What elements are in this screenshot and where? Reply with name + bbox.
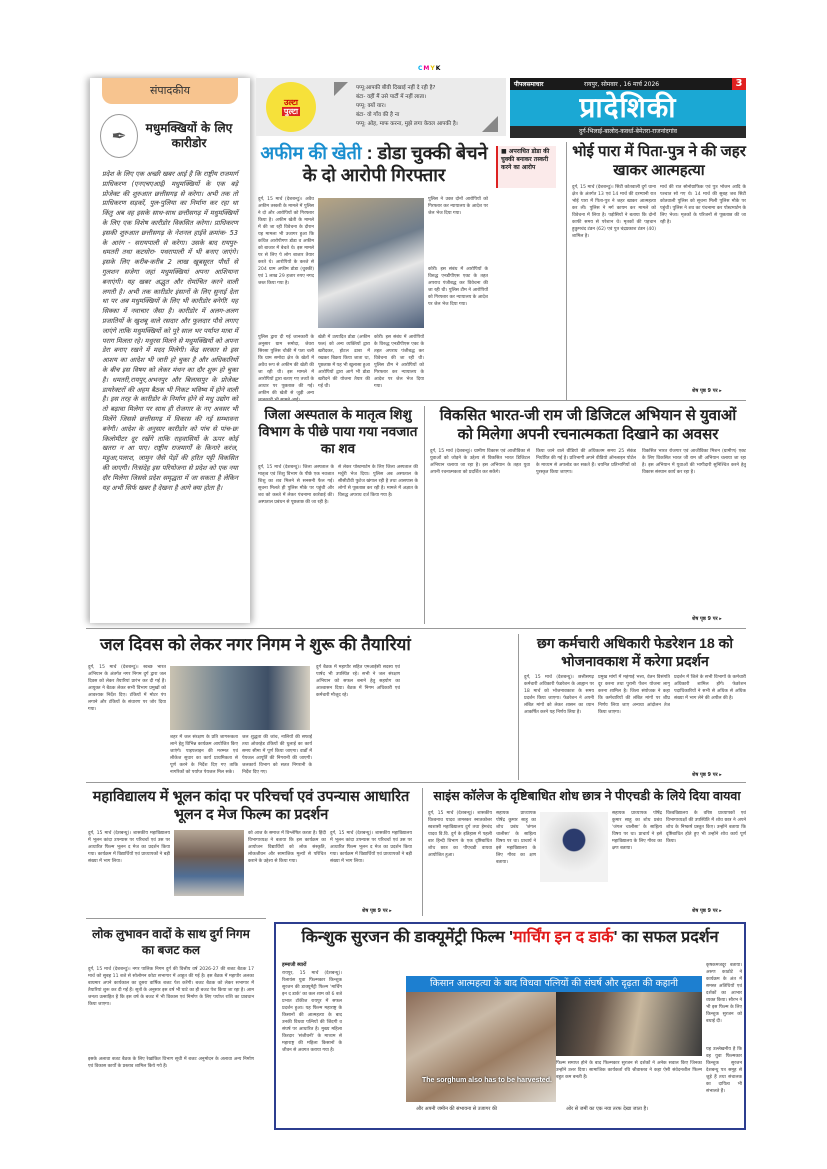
story-bhoi	[572, 142, 746, 180]
story-body: दुर्ग, 15 मार्च (देशबन्धु)। ग्रामीण विकास एवं आजीविका से युवाओं को जोड़ने के उद्देश्य से विकसित भारत डिजिटल अभियान चलाया जा रहा है। इस अभियान के तहत युवा अपनी रचनात्मकता को प्रदर्शित कर सकेंगे।	[430, 449, 530, 475]
story-kinshuk	[278, 928, 742, 948]
story-body: कोरी। इस संबंध में आरोपियों के विरुद्ध एनडीपीएस एक्ट के तहत अपराध पंजीबद्ध कर विवेचना की जा रही थी। पुलिस टीम ने आरोपियों को गिरफ्तार कर न्यायालय के आदेश पर जेल भेज दिया गया।	[428, 267, 488, 307]
story-body: इसके अलावा बजट बैठक के लिए रेखांकित विभाग सूची में बजट अनुमोदन के अलावा अन्य निर्माण एवं विकास कार्यों के प्रस्ताव शामिल किये गये हैं।	[88, 1057, 254, 1069]
film-subtitle: The sorghum also has to be harvested.	[422, 1077, 552, 1084]
story-body: दुर्ग, 15 मार्च (देशबन्धु)। शासकीय विश्वनाथ यादव तामस्कर स्नातकोत्तर स्वशासी महाविद्यालय दुर्ग तथा हेमचंद यादव वि.वि. दुर्ग के इतिहास में पहली बार हिन्दी विभाग के एक दृष्टिबाधित शोध छात्र का पीएचडी वायवा आयोजित हुआ।	[428, 811, 492, 858]
story-body: दुर्ग, 15 मार्च (देशबन्धु)। शासकीय महाविद्यालय में भूलन कांदा उपन्यास पर परिचर्चा एवं उस पर आधारित फिल्म भूलन द मेज का प्रदर्शन किया गया। कार्यक्रम में विद्यार्थियों एवं प्राध्यापकों ने बड़ी संख्या में भाग लिया।	[88, 831, 170, 864]
editorial-column	[90, 78, 250, 623]
section-cities: दुर्ग-भिलाई-बालोद-कवर्धा-बेमेतरा-राजनांदगांव	[510, 126, 746, 138]
photo-arrested-accused	[318, 198, 424, 328]
column-divider	[566, 142, 567, 400]
column-divider	[422, 788, 423, 916]
page-number: 3	[732, 78, 746, 90]
story-body: दुर्ग, 15 मार्च (देशबन्धु)। छत्तीसगढ़ कर्मचारी अधिकारी फेडरेशन के आह्वान पर 18 मार्च को भोजनावकाश के समय प्रदर्शन किया जाएगा। फेडरेशन ने अपनी लंबित मांगों को लेकर शासन का ध्यान आकर्षित करने यह निर्णय लिया है।	[524, 675, 594, 715]
section-divider	[258, 400, 746, 401]
story-body: प्रमुख मांगों में महंगाई भत्ता, वेतन विसंगति दूर करना तथा पुरानी पेंशन योजना लागू करना शामिल है। जिला संयोजक ने कहा कि कर्मचारियों की लंबित मांगों पर शीघ्र निर्णय लिया जाए अन्यथा आंदोलन तेज किया जाएगा।	[598, 675, 670, 715]
story-science	[428, 788, 746, 804]
headline: भोई पारा में पिता-पुत्र ने की जहर खाकर आत्महत्या	[572, 143, 746, 179]
story-digital	[430, 406, 746, 444]
section-masthead	[510, 78, 746, 138]
story-body: कोरी। इस संबंध में आरोपियों के विरुद्ध एनडीपीएस एक्ट के तहत अपराध पंजीबद्ध कर विवेचना की जा रही थी। पुलिस टीम ने आरोपियों को गिरफ्तार कर न्यायालय के आदेश पर जेल भेज दिया गया।	[374, 335, 424, 389]
highlight-box: ■ अपराधित डोडा की चुक्की बनाकर तस्करी करने का आरोप	[496, 146, 556, 188]
pen-nib-icon: ✒	[100, 114, 138, 158]
corner-triangle-decoration	[482, 116, 498, 132]
continued-link[interactable]: शेष पृष्ठ 9 पर ▸	[362, 908, 392, 914]
photo-film-scene	[556, 992, 702, 1056]
story-body: दुर्ग, 15 मार्च (देशबन्धु)। जिला अस्पताल के मातृत्व एवं शिशु विभाग के पीछे एक नवजात शिशु का शव मिलने से सनसनी फैल गई। सूचना मिलते ही पुलिस मौके पर पहुंची और शव को कब्जे में लेकर पंचनामा कार्रवाई की। अस्पताल प्रबंधन से पूछताछ की जा रही है।	[258, 465, 334, 505]
continued-link[interactable]: शेष पृष्ठ 9 पर ▸	[692, 388, 722, 394]
story-body: यह उल्लेखनीय है कि वह युवा फिल्मकार किन्शुक सुरजन देशबन्धु पत्र समूह से जुड़े हैं तथा संचालक का दायित्व भी संभालते हैं।	[706, 1047, 742, 1094]
story-body: दुर्ग, 15 मार्च (देशबन्धु)। स्वच्छ भारत अभियान के अंतर्गत नगर निगम दुर्ग द्वारा जल दिवस को लेकर तैयारियां प्रारंभ कर दी गई हैं। आयुक्त ने बैठक लेकर सभी विभाग प्रमुखों को आवश्यक निर्देश दिए। टंकियों में मोटर पंप लगाने और टंकियों के संधारण पर जोर दिया गया।	[88, 665, 166, 712]
photo-college-event	[174, 830, 244, 896]
headline: किन्शुक सुरजन की डाक्यूमेंट्री फिल्म 'मार्चिंग इन द डार्क' का सफल प्रदर्शन	[301, 929, 719, 946]
newspaper-brand: पीपलसमाचार	[514, 81, 544, 88]
story-body: दुर्ग, 15 मार्च (देशबन्धु)। सिटी कोतवाली दुर्ग थाना क्षेत्र के अंतर्गत 13 एवं 14 मार्च की दरम्यानी रात भोई पारा में पिता-पुत्र ने जहर खाकर आत्महत्या कर ली। पुलिस ने मर्ग कायम कर मामले को विवेचना में लिया है। पड़ोसियों ने बताया कि दोनों काफी समय से परेशान थे। मृतकों की पहचान हुकुमचंद टंडन (62) एवं पुत्र चंद्रप्रकाश टंडन (40) शामिल है।	[572, 185, 656, 239]
story-body: जल शुद्धता की जांच, नालियों की सफाई तथा ओवरहेड टंकियों की धुलाई का कार्य समय सीमा में पूर्ण किया जाएगा। वार्डों में पेयजल आपूर्ति की निगरानी की जाएगी। जलकार्य विभाग को सतत निगरानी के निर्देश दिए गए।	[242, 735, 312, 775]
photo-caption: ओर से जमीं का एक नया तरफ देखा जाता है।	[566, 1106, 649, 1112]
story-body: कृषकमजदूर बताया। अरुण काठोटे ने कार्यक्रम के अंत में समस्त अतिथियों एवं दर्शकों का आभार व्यक्त किया। सौरभ ने भी इस फिल्म के लिए किन्शुक सुरजन को बधाई दी।	[706, 963, 742, 1024]
story-body: मार्च की रात सोनोग्राफिक एवं पुत्र भोजन आदि के पश्चात सो गए थे। 14 मार्च की सुबह जब सिटी कोतवाली पुलिस को सूचना मिली पुलिस मौके पर पहुंची। पुलिस ने शव का पंचनामा कर पोस्टमार्टम के लिए भेजा। मृतकों के परिजनों से पूछताछ की जा रही है।	[660, 185, 746, 225]
photo-viva	[540, 812, 608, 882]
story-body: से लेकर पोस्टमार्टम के लिए जिला अस्पताल की मर्चुरी भेज दिया। पुलिस अब अस्पताल के सीसीटीवी फुटेज खंगाल रही है तथा आसपास के लोगों से पूछताछ कर रही है। मामले में अज्ञात के विरुद्ध अपराध दर्ज किया गया है।	[338, 465, 418, 498]
story-body: रायपुर, 15 मार्च (देशबन्धु)। रिलायंस युवा फिल्मकार किन्शुक सुरजन की डाक्यूमेंट्री फिल्म 'मार्चिंग इन द डार्क' का कल शाम को 6 बजे प्रभात टॉकीज रायपुर में सफल प्रदर्शन हुआ। यह फिल्म महाराष्ट्र के किसानों की आत्महत्या के बाद उनकी विधवा पत्नियों की जिंदगी व संघर्ष पर आधारित है। मुख्य महिला किरदार 'संजीवनी' के माध्यम से महाराष्ट्र की महिला किसानों के जीवन से अवगत कराया गया है।	[282, 971, 342, 1053]
story-body: दुर्ग, 15 मार्च (देशबन्धु)। शासकीय महाविद्यालय में भूलन कांदा उपन्यास पर परिचर्चा एवं उस पर आधारित फिल्म भूलन द मेज का प्रदर्शन किया गया। कार्यक्रम में विद्यार्थियों एवं प्राध्यापकों ने बड़ी संख्या में भाग लिया।	[330, 831, 412, 864]
dateline: रायपुर, सोमवार , 16 मार्च 2026	[584, 81, 660, 88]
story-college	[86, 788, 416, 824]
story-body: किया जाने वाले वीडियो की अधिकतम समय 25 सेकंड निर्धारित की गई है। प्रतिभागी अपने वीडियो ऑनलाइन पोर्टल के माध्यम से अपलोड कर सकते हैं। चयनित प्रतिभागियों को पुरस्कृत किया जाएगा।	[536, 449, 636, 475]
story-federation	[524, 634, 746, 670]
story-budget	[86, 926, 256, 958]
story-body: दुर्ग बैठक में महापौर सहित एमआईसी सदस्य एवं पार्षद भी उपस्थित रहे। सभी ने जल संरक्षण अभियान को सफल बनाने हेतु सहयोग का आश्वासन दिया। बैठक में निगम अधिकारी एवं कर्मचारी मौजूद रहे।	[316, 665, 400, 698]
story-body: फिल्म समाप्त होने के बाद फिल्मकार सुरजन से दर्शकों ने अनेक सवाल किए जिनका उन्होंने उत्तर दिया। सामाजिक कार्यकर्ता रवि श्रीवास्तव ने कहा ऐसी संवेदनशील फिल्म बहुत कम बनती हैं।	[556, 1061, 702, 1080]
story-body: दुर्ग, 15 मार्च (देशबन्धु)। नगर पालिक निगम दुर्ग की वित्तीय वर्ष 2026-27 की बजट बैठक 17 मार्च को सुबह 11 बजे से सोलोमन कोटा सभागार में आहूत की गई है। इस बैठक में महापौर अलका बाघमार अपने कार्यकाल का दूसरा वार्षिक बजट पेश करेंगी। बजट बैठक को लेकर सभागार में तैयारियां शुरू कर दी गई हैं। सूत्रों के अनुसार इस वर्ष भी घाटे का ही बजट पेश किया जा रहा है। आम जनता उत्साहित है कि इस वर्ष के बजट में भी विकास एवं निर्माण के लिए पर्याप्त राशि का प्रावधान किया जाएगा।	[88, 967, 254, 1007]
story-body: विकसित भारत रोजगार एवं आजीविका मिशन (ग्रामीण) एक्ट के लिए विकसित भारत जी राम जी अभियान चलाया जा रहा है। इस अभियान में युवाओं की भागीदारी सुनिश्चित करने हेतु विकास संस्थान कार्य कर रहा है।	[642, 449, 746, 475]
photo-widow-farmer	[406, 992, 556, 1102]
story-body: दुर्ग, 15 मार्च (देशबन्धु)। अवैध अफीम तस्करी के मामले में पुलिस ने दो और आरोपियों को गिरफ्तार किया है। अफीम खेती के मामले में की जा रही विवेचना के दौरान यह मामला भी उजागर हुआ कि कथित आरोपीगण डोडा व अफीम को बाजार में बेचते थे। इस मामले पर से लिए पे लोग बाजार तैयार करते थे। आरोपियों के कब्जे से 204 ग्राम अफीम डोडा (चुक्की) एवं 1 लाख 29 हजार रुपए नगद जब्त किया गया है।	[258, 197, 314, 286]
print-registration-mark: CMYK	[418, 65, 442, 72]
editorial-tag: संपादकीय	[102, 78, 238, 104]
headline: जल दिवस को लेकर नगर निगम ने शुरू की तैयारियां	[100, 635, 411, 654]
story-body: प्रदर्शन में जिले के सभी विभागों के कर्मचारी अधिकारी शामिल होंगे। फेडरेशन पदाधिकारियों ने सभी से अधिक से अधिक संख्या में भाग लेने की अपील की है।	[674, 675, 746, 701]
story-afeem	[258, 142, 490, 186]
continued-link[interactable]: शेष पृष्ठ 9 पर ▸	[692, 772, 722, 778]
story-hospital	[258, 406, 418, 457]
headline: महाविद्यालय में भूलन कांदा पर परिचर्चा एवं उपन्यास आधारित भूलन द मेज फिल्म का प्रदर्शन	[92, 789, 410, 823]
section-divider	[86, 782, 746, 783]
headline: अफीम की खेती : डोडा चुक्की बेचने के दो आरोपी गिरफ्तार	[260, 143, 488, 185]
newspaper-page	[86, 66, 746, 1146]
photo-caption: और अपनी जमीन की संभावना से उजागर की	[416, 1106, 498, 1112]
headline: विकसित भारत-जी राम जी डिजिटल अभियान से युवाओं को मिलेगा अपनी रचनात्मकता दिखाने का अवसर	[439, 407, 737, 443]
story-body: सहायक प्राध्यापक पोषेंद्र कुमार साहू का शोध प्रबंध 'जंगल चालीसा' के साहित्य विषय पर था। प्राचार्य ने इसे महाविद्यालय के लिए गौरव का क्षण बताया।	[496, 811, 536, 865]
editorial-header	[100, 114, 240, 158]
column-divider	[518, 634, 519, 780]
story-body: विश्वविद्यालय के वरिष्ठ प्राध्यापकों एवं विभागाध्यक्षों की उपस्थिति में शोध छात्र ने अपने शोध के निष्कर्ष प्रस्तुत किए। उन्होंने बताया कि दृष्टिबाधित होते हुए भी उन्होंने शोध कार्य पूर्ण किया।	[666, 811, 746, 844]
headline: छग कर्मचारी अधिकारी फेडरेशन 18 को भोजनावकाश में करेगा प्रदर्शन	[536, 635, 734, 669]
editorial-body: प्रदेश के लिए एक अच्छी खबर आई है कि राष्ट्रीय राजमार्ग प्राधिकरण (एनएचएआई) मधुमक्खियों के एक बड़े प्रोजेक्ट की शुरुआत छत्तीसगढ़ से करेगा। अभी तक तो प्राधिकरण सड़कों, पुल-पुलिया का निर्माण कर रहा था किंतु अब वह इसके साथ-साथ छत्तीसगढ़ में मधुमक्खियों के लिए एक विशेष कारीडोर विकसित करेगा। प्राधिकरण इसकी शुरुआत छत्तीसगढ़ के नेशनल हाईवे क्रमांक- 53 के आरंग - सरायपाली से करेगा। उसके बाद रायपुर- धमतरी तथा कटघोरा- पथरापाली में भी बनाए जाएंगे। इसके लिए करीब-करीब 2 लाख खूबसूरत पौधों से गुलशन सजेगा जहां मधुमक्खियां अपना आशियाना बनाएंगी। यह खबर अद्भुत और रोमांचित करने वाली लगती है। अभी तक कारीडोर इंसानों के लिए सुनाई देता था पर अब मधुमक्खियों के लिए भी कारीडोर बनेगी! यह सिक्का में नवाचार जैसा है। कारीडोर में अलग-अलग प्रजातियों के खुशबू वाले रसदार और फूलदार पौधे लगाए जाएंगे ताकि मधुमक्खियों को पूरे साल भर पर्याप्त मात्रा में पराग मिलता रहे। मधुरस मिलने से मधुमक्खियों को अपना डेरा बनाए रखने में मदद मिलेगी। केंद्र सरकार से इस आशय का आदेश भी जारी हो चुका है और अधिकारियों के बीच इस विषय को लेकर मंथन का दौर शुरू हो चुका है। धमतरी,रायपुर,अभनपुर और बिलासपुर के प्रोजेक्ट डायरेक्टरों की अहम बैठक भी निकट भविष्य में होने वाली है। इस तरह के कारीडोर के निर्माण होने से मधु उद्योग को तो बढ़ावा मिलेगा पर साथ ही रोजगार के नए अवसर भी मिलेंगे जिससे छत्तीसगढ़ में विकास की नई सम्भावना बनेगी। आदेश के अनुसार कारीडोर को पांच से पांच-छः किलोमीटर दूर रखेंगे ताकि राहवासियों के ऊपर कोई खतरा न आ पाए। राष्ट्रीय राजमार्गों के किनारे करंज, महुआ,पलाश, जामुन जैसे पेड़ों की हरित पट्टी विकसित की जाएगी। निःसंदेह इस परियोजना से प्रदेश को एक नया दौर मिलेगा जिससे प्रदेश समृद्धता में जा सकता है लेकिन यह अभी सिर्फ खबर है देखना है आगे क्या होता है।	[102, 170, 238, 492]
story-body: खेती में उत्पादित डोडा (अफीम फल) को अन्य व्यक्तियों द्वारा खरीदकर, होटल ढाबा में रखकर बिक्रय किया जाता था, पूछताछ में यह भी खुलासा हुआ आरोपियों द्वारा आगे भी डोडा खरीदने की योजना तैयार की गई थी।	[318, 335, 370, 389]
story-body: पुलिस ने उक्त दोनों आरोपियों को गिरफ्तार कर न्यायालय के आदेश पर जेल भेज दिया गया।	[428, 197, 488, 216]
story-jal-diwas	[86, 634, 506, 656]
story-body: सहायक प्राध्यापक पोषेंद्र कुमार साहू का शोध प्रबंध 'जंगल चालीसा' के साहित्य विषय पर था। प्राचार्य ने इसे महाविद्यालय के लिए गौरव का क्षण बताया।	[612, 811, 662, 851]
photo-meeting	[170, 666, 310, 730]
section-divider	[86, 628, 746, 629]
story-body: शहर में जल संरक्षण के प्रति जागरूकता लाने हेतु विभिन्न कार्यक्रम आयोजित किए जाएंगे। पाइपलाइन की मरम्मत एवं लीकेज सुधार का कार्य प्राथमिकता से पूर्ण करने के निर्देश दिए गए ताकि नागरिकों को पर्याप्त पेयजल मिल सके।	[170, 735, 238, 775]
corner-triangle-decoration	[334, 82, 348, 96]
ulta-pulta-box	[256, 78, 506, 136]
ulta-pulta-logo: उल्टा पुल्टा	[266, 82, 316, 132]
continued-link[interactable]: शेष पृष्ठ 9 पर ▸	[692, 908, 722, 914]
story-body: को आज के समाज में विश्लेषित करता है। हिंदी विभागाध्यक्ष ने बताया कि इस कार्यक्रम का आयोजन विद्यार्थियों को लोक संस्कृति, लोकजीवन और सामाजिक मूल्यों से परिचित कराने के उद्देश्य से किया गया।	[248, 831, 326, 864]
byline: हम्माजी ब्यारों	[282, 962, 307, 968]
continued-link[interactable]: शेष पृष्ठ 9 पर ▸	[692, 616, 722, 622]
editorial-title: मधुमक्खियों के लिए कारीडोर	[145, 121, 233, 150]
headline: लोक लुभावन वादों के साथ दुर्ग निगम का बजट कल	[92, 927, 250, 957]
headline: साइंस कॉलेज के दृष्टिबाधित शोध छात्र ने पीएचडी के लिये दिया वायवा	[433, 789, 741, 803]
pun-dialogue: पप्पू:आपकी बीवी दिखाई नहीं दे रही है? बंटा- वहीं मैं उसे पार्टी में नहीं लाता। पप्पू: क्यों यार। बंटा- वो गाँव की है ना पप्पू: ओह, माफ करना, मुझे लगा केवल आपकी है।	[356, 85, 458, 127]
headline: जिला अस्पताल के मातृत्व शिशु विभाग के पीछे पाया गया नवजात का शव	[258, 407, 418, 456]
subheading-banner: किसान आत्महत्या के बाद विधवा पत्नियों की संघर्ष और दृढ़ता की कहानी	[406, 976, 702, 992]
section-divider	[86, 918, 266, 919]
story-body: पुलिस द्वारा दी गई जानकारी के अनुसार ग्राम समोदा, जेवरा सिरसा पुलिस चौकी में पता चली कि ग्राम समोदा क्षेत्र के खेतों में अवैध रूप से अफीम की खेती की जा रही थी। इस मामले में आरोपियों द्वारा बताए गए तथ्यों के आधार पर पूछताछ की गई। अफीम की खेती से जुड़ी अन्य	[258, 335, 314, 396]
section-title: प्रादेशिकी	[510, 90, 746, 126]
column-divider	[424, 406, 425, 624]
